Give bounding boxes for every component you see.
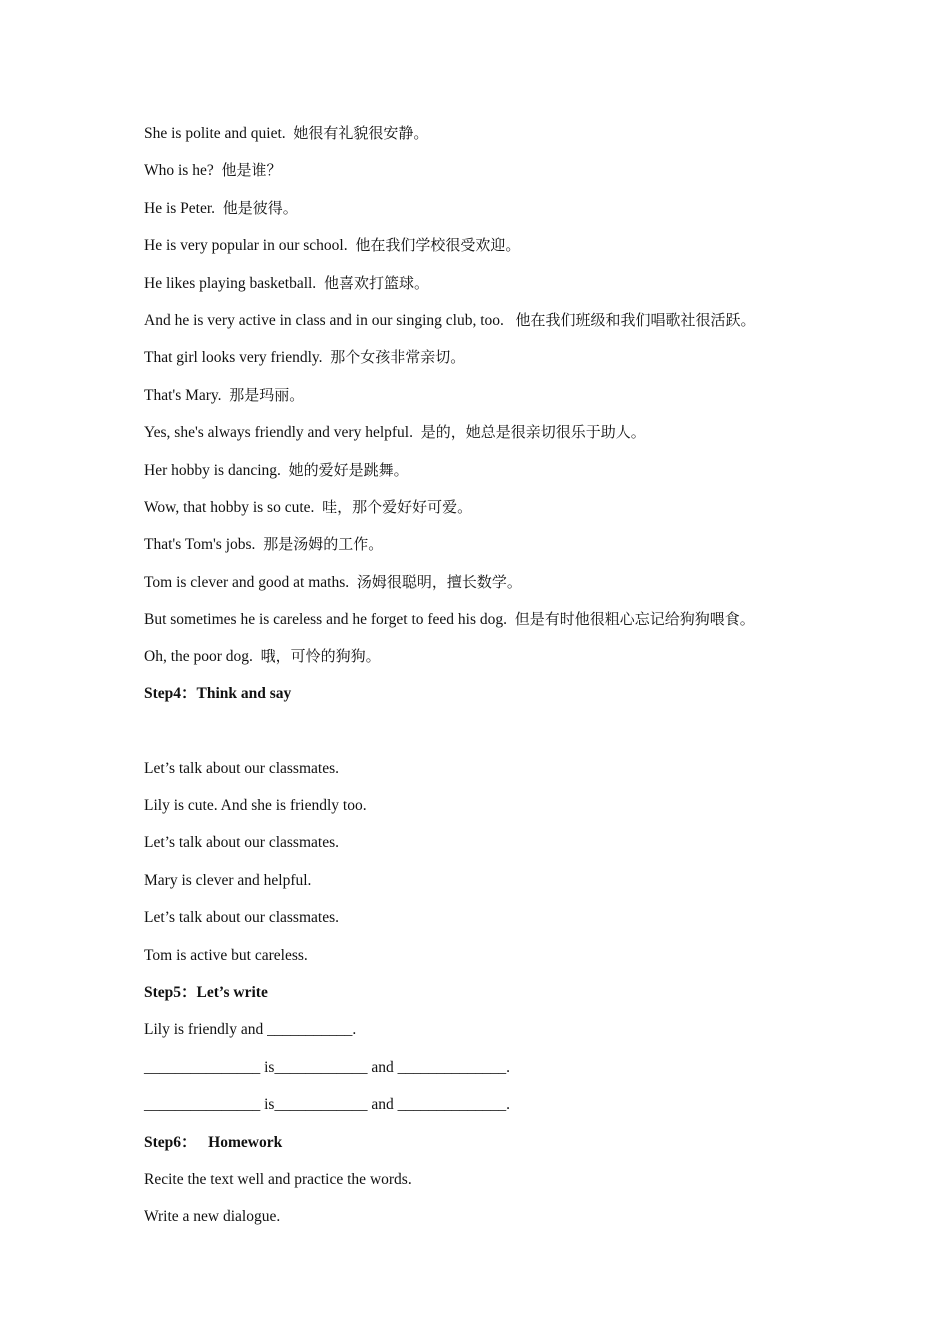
step5-section (144, 982, 834, 1116)
dialogue-english: That's Tom's jobs. (144, 536, 256, 554)
dialogue-line (144, 272, 834, 294)
dialogue-chinese: 是的，她总是很亲切很乐于助人。 (420, 423, 646, 442)
dialogue-english: Wow, that hobby is so cute. (144, 498, 315, 516)
dialogue-chinese: 但是有时他很粗心忘记给狗狗喂食。 (514, 610, 755, 629)
dialogue-english: But sometimes he is careless and he forget to feed his dog. (144, 611, 508, 629)
step5-heading: Step5：Let’s write (144, 983, 268, 1001)
dialogue-english: That's Mary. (144, 386, 222, 404)
step6-section (144, 1132, 834, 1229)
dialogue-english: Tom is clever and good at maths. (144, 573, 350, 591)
step5-fill-in-line: _______________ is____________ and ______________. (144, 1058, 510, 1076)
dialogue-english: She is polite and quiet. (144, 125, 286, 142)
dialogue-english: He is very popular in our school. (144, 237, 348, 255)
dialogue-line (144, 608, 834, 630)
dialogue-english: He is Peter. (144, 199, 216, 217)
dialogue-chinese: 他在我们学校很受欢迎。 (355, 236, 521, 255)
step4-line: Let’s talk about our classmates. (144, 909, 339, 927)
dialogue-chinese: 那个女孩非常亲切。 (330, 348, 466, 367)
dialogue-line (144, 384, 834, 406)
dialogue-line (144, 459, 834, 481)
dialogue-line (144, 309, 834, 331)
step4-line: Tom is active but careless. (144, 946, 308, 964)
dialogue-chinese: 她很有礼貌很安静。 (293, 124, 429, 142)
dialogue-chinese: 他在我们班级和我们唱歌社很活跃。 (515, 310, 756, 329)
dialogue-line (144, 533, 834, 555)
step4-line: Let’s talk about our classmates. (144, 834, 339, 852)
step4-line: Let’s talk about our classmates. (144, 759, 339, 777)
dialogue-line (144, 346, 834, 368)
dialogue-line (144, 421, 834, 443)
dialogue-line (144, 159, 834, 181)
dialogue-chinese: 他是谁？ (221, 161, 282, 180)
step4-section (144, 683, 834, 967)
step6-line: Recite the text well and practice the words. (144, 1170, 412, 1188)
dialogue-english: And he is very active in class and in our singing club, too. (144, 311, 504, 329)
step5-fill-in-line: _______________ is____________ and ______________. (144, 1096, 510, 1114)
dialogue-chinese: 那是玛丽。 (229, 385, 305, 404)
step4-line: Lily is cute. And she is friendly too. (144, 797, 367, 815)
dialogue-line (144, 197, 834, 219)
dialogue-chinese: 哇，那个爱好好可爱。 (322, 497, 473, 516)
dialogue-chinese: 他是彼得。 (222, 198, 298, 217)
dialogue-chinese: 他喜欢打篮球。 (323, 273, 429, 292)
step5-fill-in-line: Lily is friendly and ___________. (144, 1021, 357, 1039)
step4-heading: Step4：Think and say (144, 684, 292, 702)
document-page (144, 122, 834, 1244)
dialogue-english: Her hobby is dancing. (144, 461, 281, 479)
step6-line: Write a new dialogue. (144, 1208, 281, 1226)
dialogue-english: Yes, she's always friendly and very helpful. (144, 424, 413, 442)
dialogue-english: Who is he? (144, 162, 214, 180)
dialogue-chinese: 哦，可怜的狗狗。 (260, 647, 381, 666)
dialogue-english: That girl looks very friendly. (144, 349, 323, 367)
dialogue-line (144, 645, 834, 667)
dialogue-line (144, 571, 834, 593)
step6-heading: Step6： Homework (144, 1133, 283, 1151)
dialogue-english: He likes playing basketball. (144, 274, 317, 292)
dialogue-line (144, 496, 834, 518)
step4-line: Mary is clever and helpful. (144, 871, 312, 889)
dialogue-line (144, 122, 834, 144)
dialogue-english: Oh, the poor dog. (144, 648, 253, 666)
blank-line (144, 720, 834, 742)
dialogue-chinese: 汤姆很聪明，擅长数学。 (356, 572, 522, 591)
dialogue-chinese: 她的爱好是跳舞。 (288, 460, 409, 479)
dialogue-section (144, 122, 834, 667)
dialogue-line (144, 234, 834, 256)
dialogue-chinese: 那是汤姆的工作。 (263, 535, 384, 554)
